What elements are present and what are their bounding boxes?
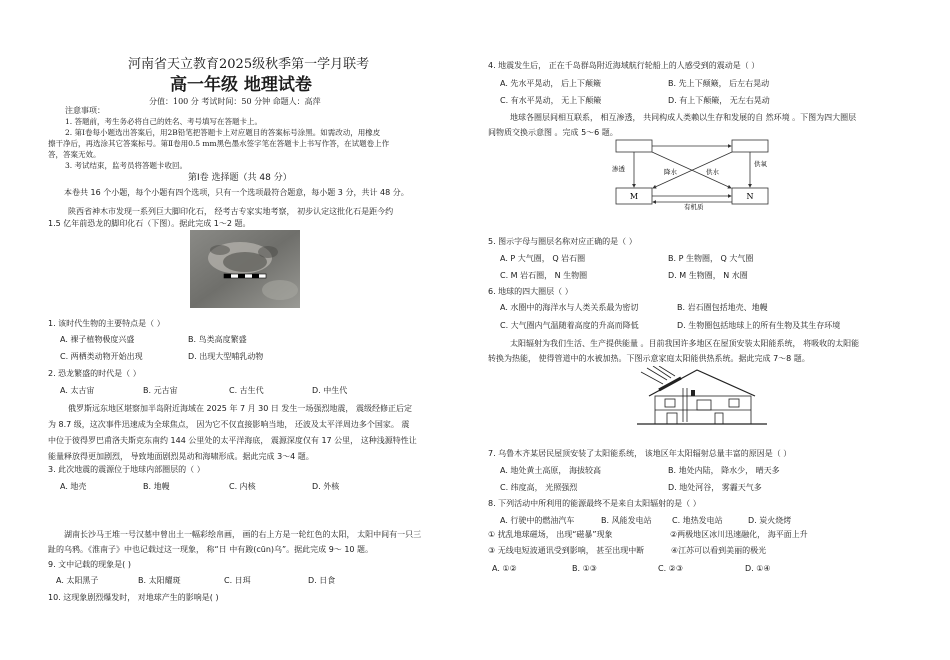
q6-option-b[interactable]: B. 岩石圈包括地壳、地幔 [677,303,768,312]
q8-option-b[interactable]: B. 风能发电站 [601,516,652,525]
q10-statement-2: ②两极地区冰川迅速融化， 海平面上升 [670,530,808,539]
q7-option-d[interactable]: D. 地处河谷， 雾霾天气多 [668,483,762,492]
passage5-line2: 转换为热能， 使得管道中的水被加热。下图示意家庭太阳能供热系统。据此完成 7～8 题。 [488,354,810,363]
passage3-line1: 湖南长沙马王堆一号汉墓中曾出土一幅彩绘帛画， 画的右上方是一轮红色的太阳， 太阳中间有一只三 [64,530,422,539]
q10-option-c[interactable]: C. ②③ [658,564,684,573]
diagram-seepage-label: 渗透 [612,165,625,173]
q10-statement-3: ③ 无线电短波通讯受到影响， 甚至出现中断 [488,546,645,555]
passage1-line2: 1.5 亿年前恐龙的脚印化石（下图）。据此完成 1～2 题。 [48,219,251,228]
diagram-m-label: M [629,192,639,201]
q10-statement-4: ④江苏可以看到美丽的极光 [671,546,767,555]
q6-stem: 6. 地球的四大圈层（ ） [488,287,573,296]
q10-statement-1: ① 扰乱地球磁场， 出现“磁暴”现象 [488,530,613,539]
q5-option-d[interactable]: D. M 生物圈， N 水圈 [668,271,748,280]
q9-option-a[interactable]: A. 太阳黑子 [56,576,99,585]
q5-option-b[interactable]: B. P 生物圈， Q 大气圈 [668,254,754,263]
school-title: 河南省天立教育2025级秋季第一学月联考 [128,57,370,72]
q2-option-a[interactable]: A. 太古宙 [60,386,95,395]
sphere-exchange-diagram [604,138,784,210]
note-2a: 2. 第Ⅰ卷每小题选出答案后，用2B铅笔把答题卡上对应题目的答案标号涂黑。如需改动，用橡皮 [65,128,381,137]
q3-option-b[interactable]: B. 地幔 [143,482,170,491]
q9-option-d[interactable]: D. 日食 [308,576,336,585]
passage5-line1: 太阳辐射为我们生活、生产提供能量 。目前我国许多地区在屋顶安装太阳能系统， 将吸收的太阳能 [510,339,860,348]
passage2-line3: 中位于彼得罗巴甫洛夫斯克东南约 144 公里处的太平洋海底， 震源深度仅有 17 公里， 这种浅源特性让 [48,436,417,445]
exam-title: 高一年级 地理试卷 [170,75,312,95]
q9-stem: 9. 文中记载的现象是( ) [48,560,131,569]
passage2-line2: 为 8.7 级，这次事件迅速成为全球焦点， 因为它不仅直接影响当地， 还波及太平洋周边多个国家。 震 [48,420,410,429]
notes-heading: 注意事项： [65,106,105,115]
passage1-line1: 陕西省神木市发现一系列巨大脚印化石， 经考古专家实地考察， 初步认定这批化石是距今约 [68,207,394,216]
q5-option-a[interactable]: A. P 大气圈， Q 岩石圈 [500,254,586,263]
q10-option-b[interactable]: B. ①③ [572,564,597,573]
q7-option-b[interactable]: B. 地处内陆， 降水少， 晴天多 [668,466,780,475]
q9-option-b[interactable]: B. 太阳耀斑 [138,576,181,585]
q6-option-d[interactable]: D. 生物圈包括地球上的所有生物及其生存环境 [677,321,841,330]
passage2-line1: 俄罗斯远东地区堪察加半岛附近海域在 2025 年 7 月 30 日 发生一场强烈地震， 震级经修正后定 [68,404,412,413]
q1-stem: 1. 该时代生物的主要特点是（ ） [48,319,165,328]
solar-house-illustration [637,366,767,428]
diagram-oxygen-label: 供氧 [754,160,767,168]
diagram-water-supply-label: 供水 [706,168,719,176]
section-intro: 本卷共 16 个小题，每个小题有四个选项，只有一个选项最符合题意，每小题 3 分，共计 48 分。 [64,188,409,197]
note-3: 3. 考试结束，监考员将答题卡收回。 [65,161,188,170]
passage4-line2: 间物质交换示意图 。完成 5～6 题。 [488,128,618,137]
q3-stem: 3. 此次地震的震源位于地球内部圈层的（ ） [48,465,205,474]
q3-option-a[interactable]: A. 地壳 [60,482,87,491]
q5-stem: 5. 图示字母与圈层名称对应正确的是（ ） [488,237,637,246]
diagram-n-label: N [746,192,754,201]
q3-option-d[interactable]: D. 外核 [312,482,340,491]
q4-option-b[interactable]: B. 先上下颠簸， 后左右晃动 [668,79,770,88]
dinosaur-footprint-photo [190,230,300,308]
q10-stem: 10. 这现象剧烈爆发时， 对地球产生的影响是( ) [48,593,219,602]
q7-option-c[interactable]: C. 纬度高， 光照强烈 [500,483,578,492]
passage4-line1: 地球各圈层间相互联系， 相互渗透， 共同构成人类赖以生存和发展的自 然环境 。下图为四大圈层 [510,113,857,122]
passage3-line2: 趾的乌鸦。《淮南子》中也记载过这一现象， 称“日 中有踆(cūn)乌”。据此完成 9～ 10 题。 [48,545,374,554]
q4-option-a[interactable]: A. 先水平晃动， 后上下颠簸 [500,79,601,88]
q6-option-c[interactable]: C. 大气圈内气温随着高度的升高而降低 [500,321,639,330]
section-title: 第Ⅰ卷 选择题（共 48 分） [188,173,292,183]
q2-option-c[interactable]: C. 古生代 [229,386,264,395]
q2-option-b[interactable]: B. 元古宙 [143,386,178,395]
q6-option-a[interactable]: A. 水圈中的海洋水与人类关系最为密切 [500,303,639,312]
q1-option-a[interactable]: A. 裸子植物极度兴盛 [60,335,135,344]
passage2-line4: 能量释放得更加剧烈， 导致地面剧烈晃动和海啸形成。据此完成 3～4 题。 [48,452,314,461]
q3-option-c[interactable]: C. 内核 [229,482,256,491]
q8-option-a[interactable]: A. 行驶中的燃油汽车 [500,516,575,525]
q8-stem: 8. 下列活动中所利用的能源最终不是来自太阳辐射的是（ ） [488,499,701,508]
q2-option-d[interactable]: D. 中生代 [312,386,348,395]
exam-meta: 分值：100 分 考试时间：50 分钟 命题人：高萍 [149,97,321,106]
note-2c: 答，答案无效。 [48,150,101,159]
q10-option-d[interactable]: D. ①④ [745,564,771,573]
q7-option-a[interactable]: A. 地处黄土高原， 海拔较高 [500,466,601,475]
q2-stem: 2. 恐龙繁盛的时代是（ ） [48,369,141,378]
q1-option-c[interactable]: C. 两栖类动物开始出现 [60,352,143,361]
q10-option-a[interactable]: A. ①② [492,564,517,573]
q4-option-d[interactable]: D. 有上下颠簸， 无左右晃动 [668,96,770,105]
q8-option-d[interactable]: D. 炭火烧烤 [748,516,792,525]
q1-option-b[interactable]: B. 鸟类高度繁盛 [188,335,247,344]
q8-option-c[interactable]: C. 地热发电站 [672,516,723,525]
q5-option-c[interactable]: C. M 岩石圈， N 生物圈 [500,271,588,280]
diagram-precipitation-label: 降水 [664,168,677,176]
q9-option-c[interactable]: C. 日珥 [224,576,251,585]
q4-stem: 4. 地震发生后， 正在千岛群岛附近海域航行轮船上的人感受到的震动是（ ） [488,61,760,70]
note-1: 1. 答题前，考生务必将自己的姓名、考号填写在答题卡上。 [65,117,263,126]
q1-option-d[interactable]: D. 出现大型哺乳动物 [188,352,264,361]
diagram-organic-label: 有机质 [684,203,704,210]
q4-option-c[interactable]: C. 有水平晃动， 无上下颠簸 [500,96,602,105]
q7-stem: 7. 乌鲁木齐某居民屋顶安装了太阳能系统， 该地区年太阳辐射总量丰富的原因是（ ） [488,449,792,458]
note-2b: 擦干净后，再选涂其它答案标号。第Ⅱ卷用0.5 mm黑色墨水签字笔在答题卡上书写作答，在试题卷上作 [48,139,390,148]
